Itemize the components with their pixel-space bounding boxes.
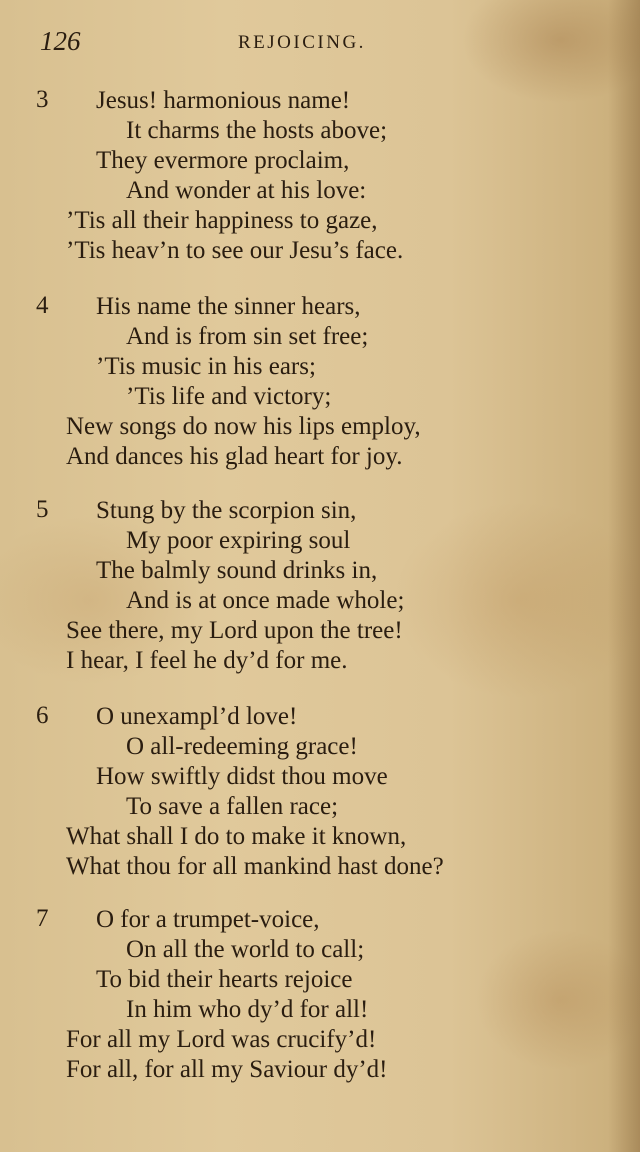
verse-line: O for a trumpet-voice, — [96, 906, 320, 933]
verse-line: What shall I do to make it known, — [66, 823, 407, 850]
stanza-4 — [0, 292, 640, 472]
verse-line: ’Tis all their happiness to gaze, — [66, 207, 378, 234]
running-head: REJOICING. — [238, 32, 366, 53]
page-header — [40, 26, 600, 56]
verse-line: In him who dy’d for all! — [126, 996, 369, 1023]
stanza-number: 7 — [36, 905, 49, 932]
verse-line: Stung by the scorpion sin, — [96, 497, 357, 524]
verse-line: ’Tis heav’n to see our Jesu’s face. — [66, 237, 404, 264]
verse-line: ’Tis music in his ears; — [96, 353, 316, 380]
stanza-number: 3 — [36, 86, 49, 113]
verse-line: ’Tis life and victory; — [126, 383, 332, 410]
stanza-7 — [0, 905, 640, 1085]
verse-line: O all-redeeming grace! — [126, 733, 358, 760]
verse-line: For all, for all my Saviour dy’d! — [66, 1056, 388, 1083]
stanza-5 — [0, 496, 640, 676]
verse-line: It charms the hosts above; — [126, 117, 388, 144]
verse-line: They evermore proclaim, — [96, 147, 350, 174]
stanza-number: 5 — [36, 496, 49, 523]
stanza-6 — [0, 702, 640, 882]
verse-line: To save a fallen race; — [126, 793, 339, 820]
stanza-number: 6 — [36, 702, 49, 729]
verse-line: And is at once made whole; — [126, 587, 405, 614]
verse-line: And dances his glad heart for joy. — [66, 443, 403, 470]
stanza-number: 4 — [36, 292, 49, 319]
verse-line: And is from sin set free; — [126, 323, 369, 350]
verse-line: To bid their hearts rejoice — [96, 966, 353, 993]
page-number: 126 — [40, 26, 81, 56]
verse-line: New songs do now his lips employ, — [66, 413, 421, 440]
verse-line: And wonder at his love: — [126, 177, 367, 204]
verse-line: I hear, I feel he dy’d for me. — [66, 647, 348, 674]
stanza-3 — [0, 86, 640, 266]
verse-line: What thou for all mankind hast done? — [66, 853, 444, 880]
verse-line: His name the sinner hears, — [96, 293, 361, 320]
verse-line: The balmly sound drinks in, — [96, 557, 378, 584]
verse-line: O unexampl’d love! — [96, 703, 298, 730]
verse-line: See there, my Lord upon the tree! — [66, 617, 403, 644]
verse-line: How swiftly didst thou move — [96, 763, 388, 790]
verse-line: On all the world to call; — [126, 936, 365, 963]
verse-line: For all my Lord was crucify’d! — [66, 1026, 377, 1053]
verse-line: Jesus! harmonious name! — [96, 87, 351, 114]
verse-line: My poor expiring soul — [126, 527, 351, 554]
